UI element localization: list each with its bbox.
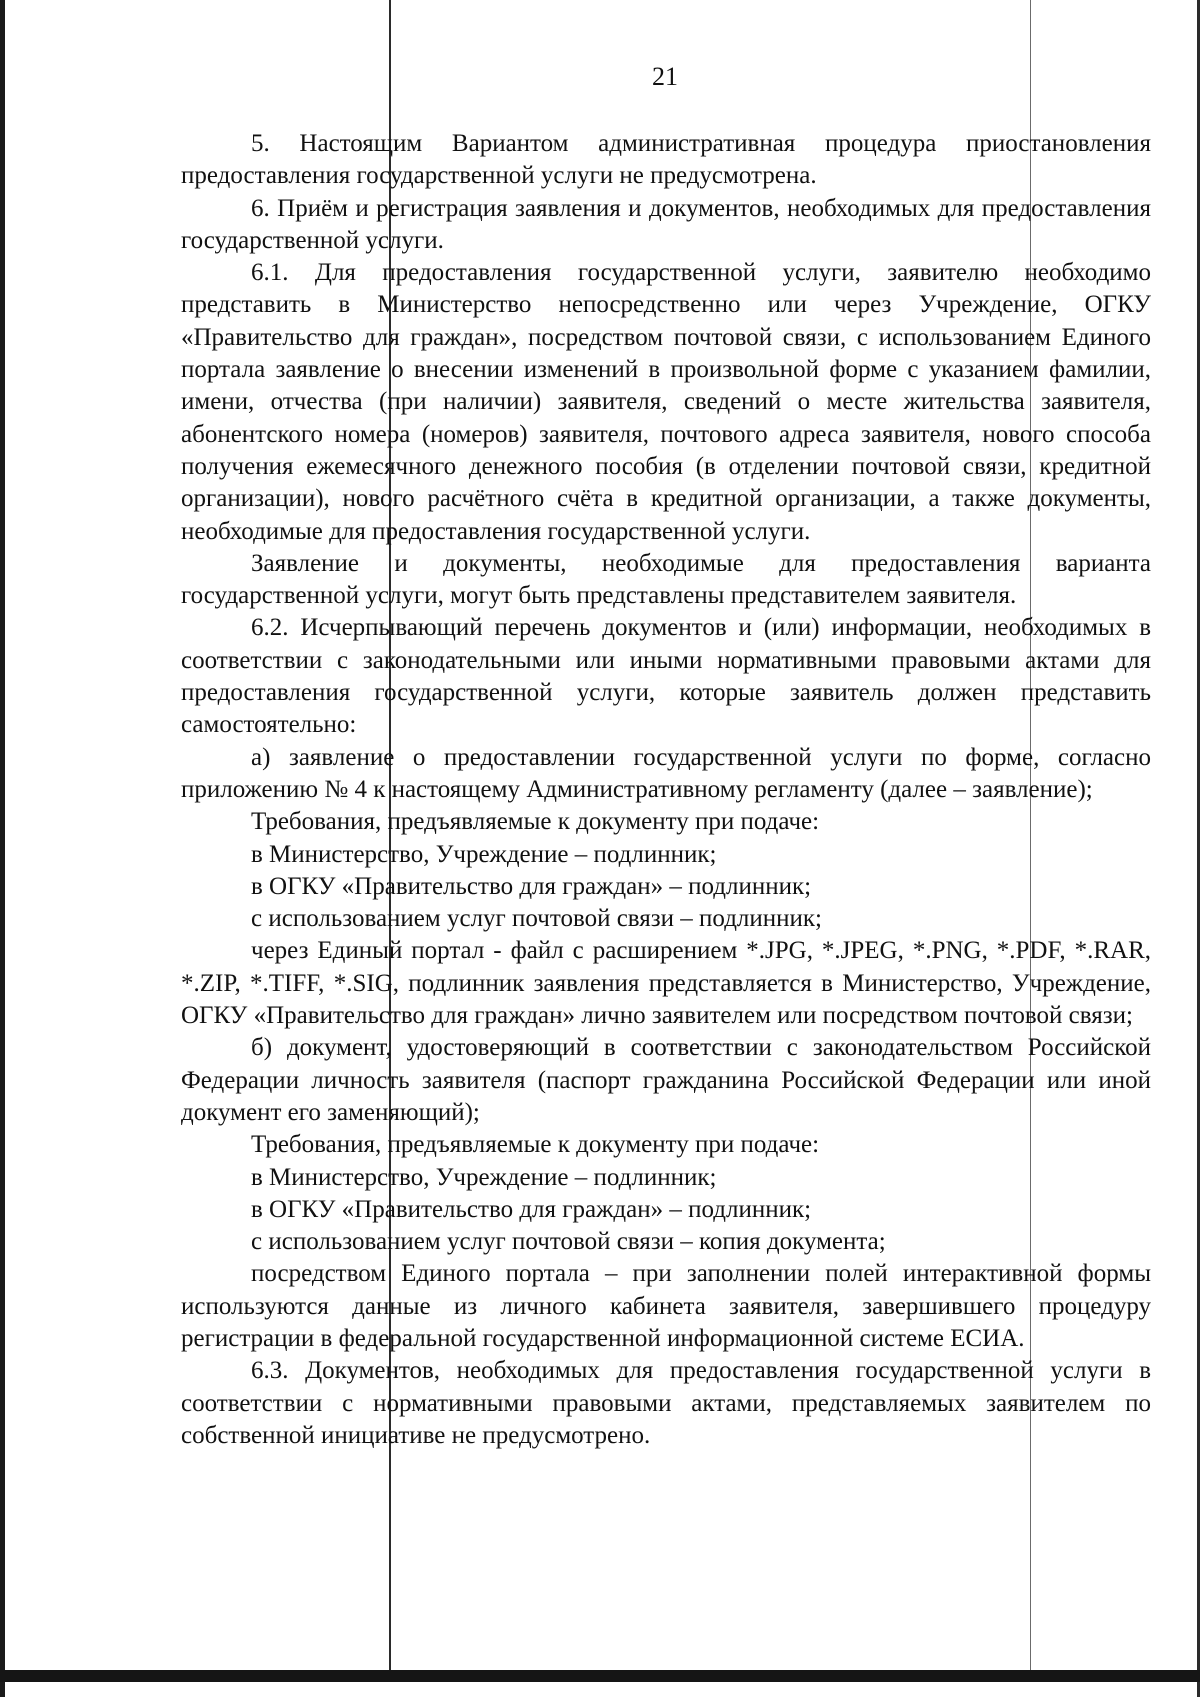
scan-bottom-bar	[0, 1670, 1200, 1682]
paragraph: а) заявление о предоставлении государственной услуги по форме, согласно приложению № 4 к настоящему Административному регламенту (далее – заявление);	[181, 743, 1151, 803]
paragraph: 6.2. Исчерпывающий перечень документов и (или) информации, необходимых в соответствии с законодательными или иными нормативными правовыми актами для предоставления государственной услуги, которые заявитель должен представить самостоятельно:	[181, 614, 1151, 739]
paragraph: 5. Настоящим Вариантом административная процедура приостановления предоставления государственной услуги не предусмотрена.	[181, 130, 1151, 190]
page-number: 21	[652, 62, 678, 91]
paragraph: в ОГКУ «Правительство для граждан» – подлинник;	[251, 872, 812, 900]
paragraph: б) документ, удостоверяющий в соответствии с законодательством Российской Федерации личность заявителя (паспорт гражданина Российской Федерации или иной документ его заменяющий);	[181, 1034, 1151, 1126]
paragraph: в ОГКУ «Правительство для граждан» – подлинник;	[251, 1195, 812, 1223]
paragraph: Требования, предъявляемые к документу при подаче:	[251, 808, 820, 836]
paragraph: Требования, предъявляемые к документу при подаче:	[251, 1131, 820, 1159]
paragraph: посредством Единого портала – при заполнении полей интерактивной формы используются данные из личного кабинета заявителя, завершившего процедуру регистрации в федеральной государственной информационной системе ЕСИА.	[181, 1260, 1151, 1352]
paragraph: 6.3. Документов, необходимых для предоставления государственной услуги в соответствии с нормативными правовыми актами, представляемых заявителем по собственной инициативе не предусмотрено.	[181, 1357, 1151, 1449]
paragraph: в Министерство, Учреждение – подлинник;	[251, 840, 717, 868]
paragraph: с использованием услуг почтовой связи – подлинник;	[251, 905, 822, 933]
paragraph: 6.1. Для предоставления государственной услуги, заявителю необходимо представить в Министерство непосредственно или через Учреждение, ОГКУ «Правительство для граждан», посредством почтовой связи, с использованием Единого портала заявление о внесении изменений в произвольной форме с указанием фамилии, имени, отчества (при наличии) заявителя, сведений о месте жительства заявителя, абонентского номера (номеров) заявителя, почтового адреса заявителя, нового способа получения ежемесячного денежного пособия (в отделении почтовой связи, кредитной организации), нового расчётного счёта в кредитной организации, а также документы, необходимые для предоставления государственной услуги.	[181, 259, 1151, 545]
paragraph: 6. Приём и регистрация заявления и документов, необходимых для предоставления государственной услуги.	[181, 194, 1151, 254]
paragraph: через Единый портал - файл с расширением *.JPG, *.JPEG, *.PNG, *.PDF, *.RAR, *.ZIP, *.TIFF, *.SIG, подлинник заявления представляется в Министерство, Учреждение, ОГКУ «Правительство для граждан» лично заявителем или посредством почтовой связи;	[181, 937, 1151, 1030]
scan-left-edge	[0, 0, 5, 1697]
paragraph: в Министерство, Учреждение – подлинник;	[251, 1163, 717, 1191]
paragraph: с использованием услуг почтовой связи – копия документа;	[251, 1228, 886, 1256]
paragraph: Заявление и документы, необходимые для предоставления варианта государственной услуги, могут быть представлены представителем заявителя.	[181, 549, 1151, 610]
document-body	[181, 128, 1151, 1452]
